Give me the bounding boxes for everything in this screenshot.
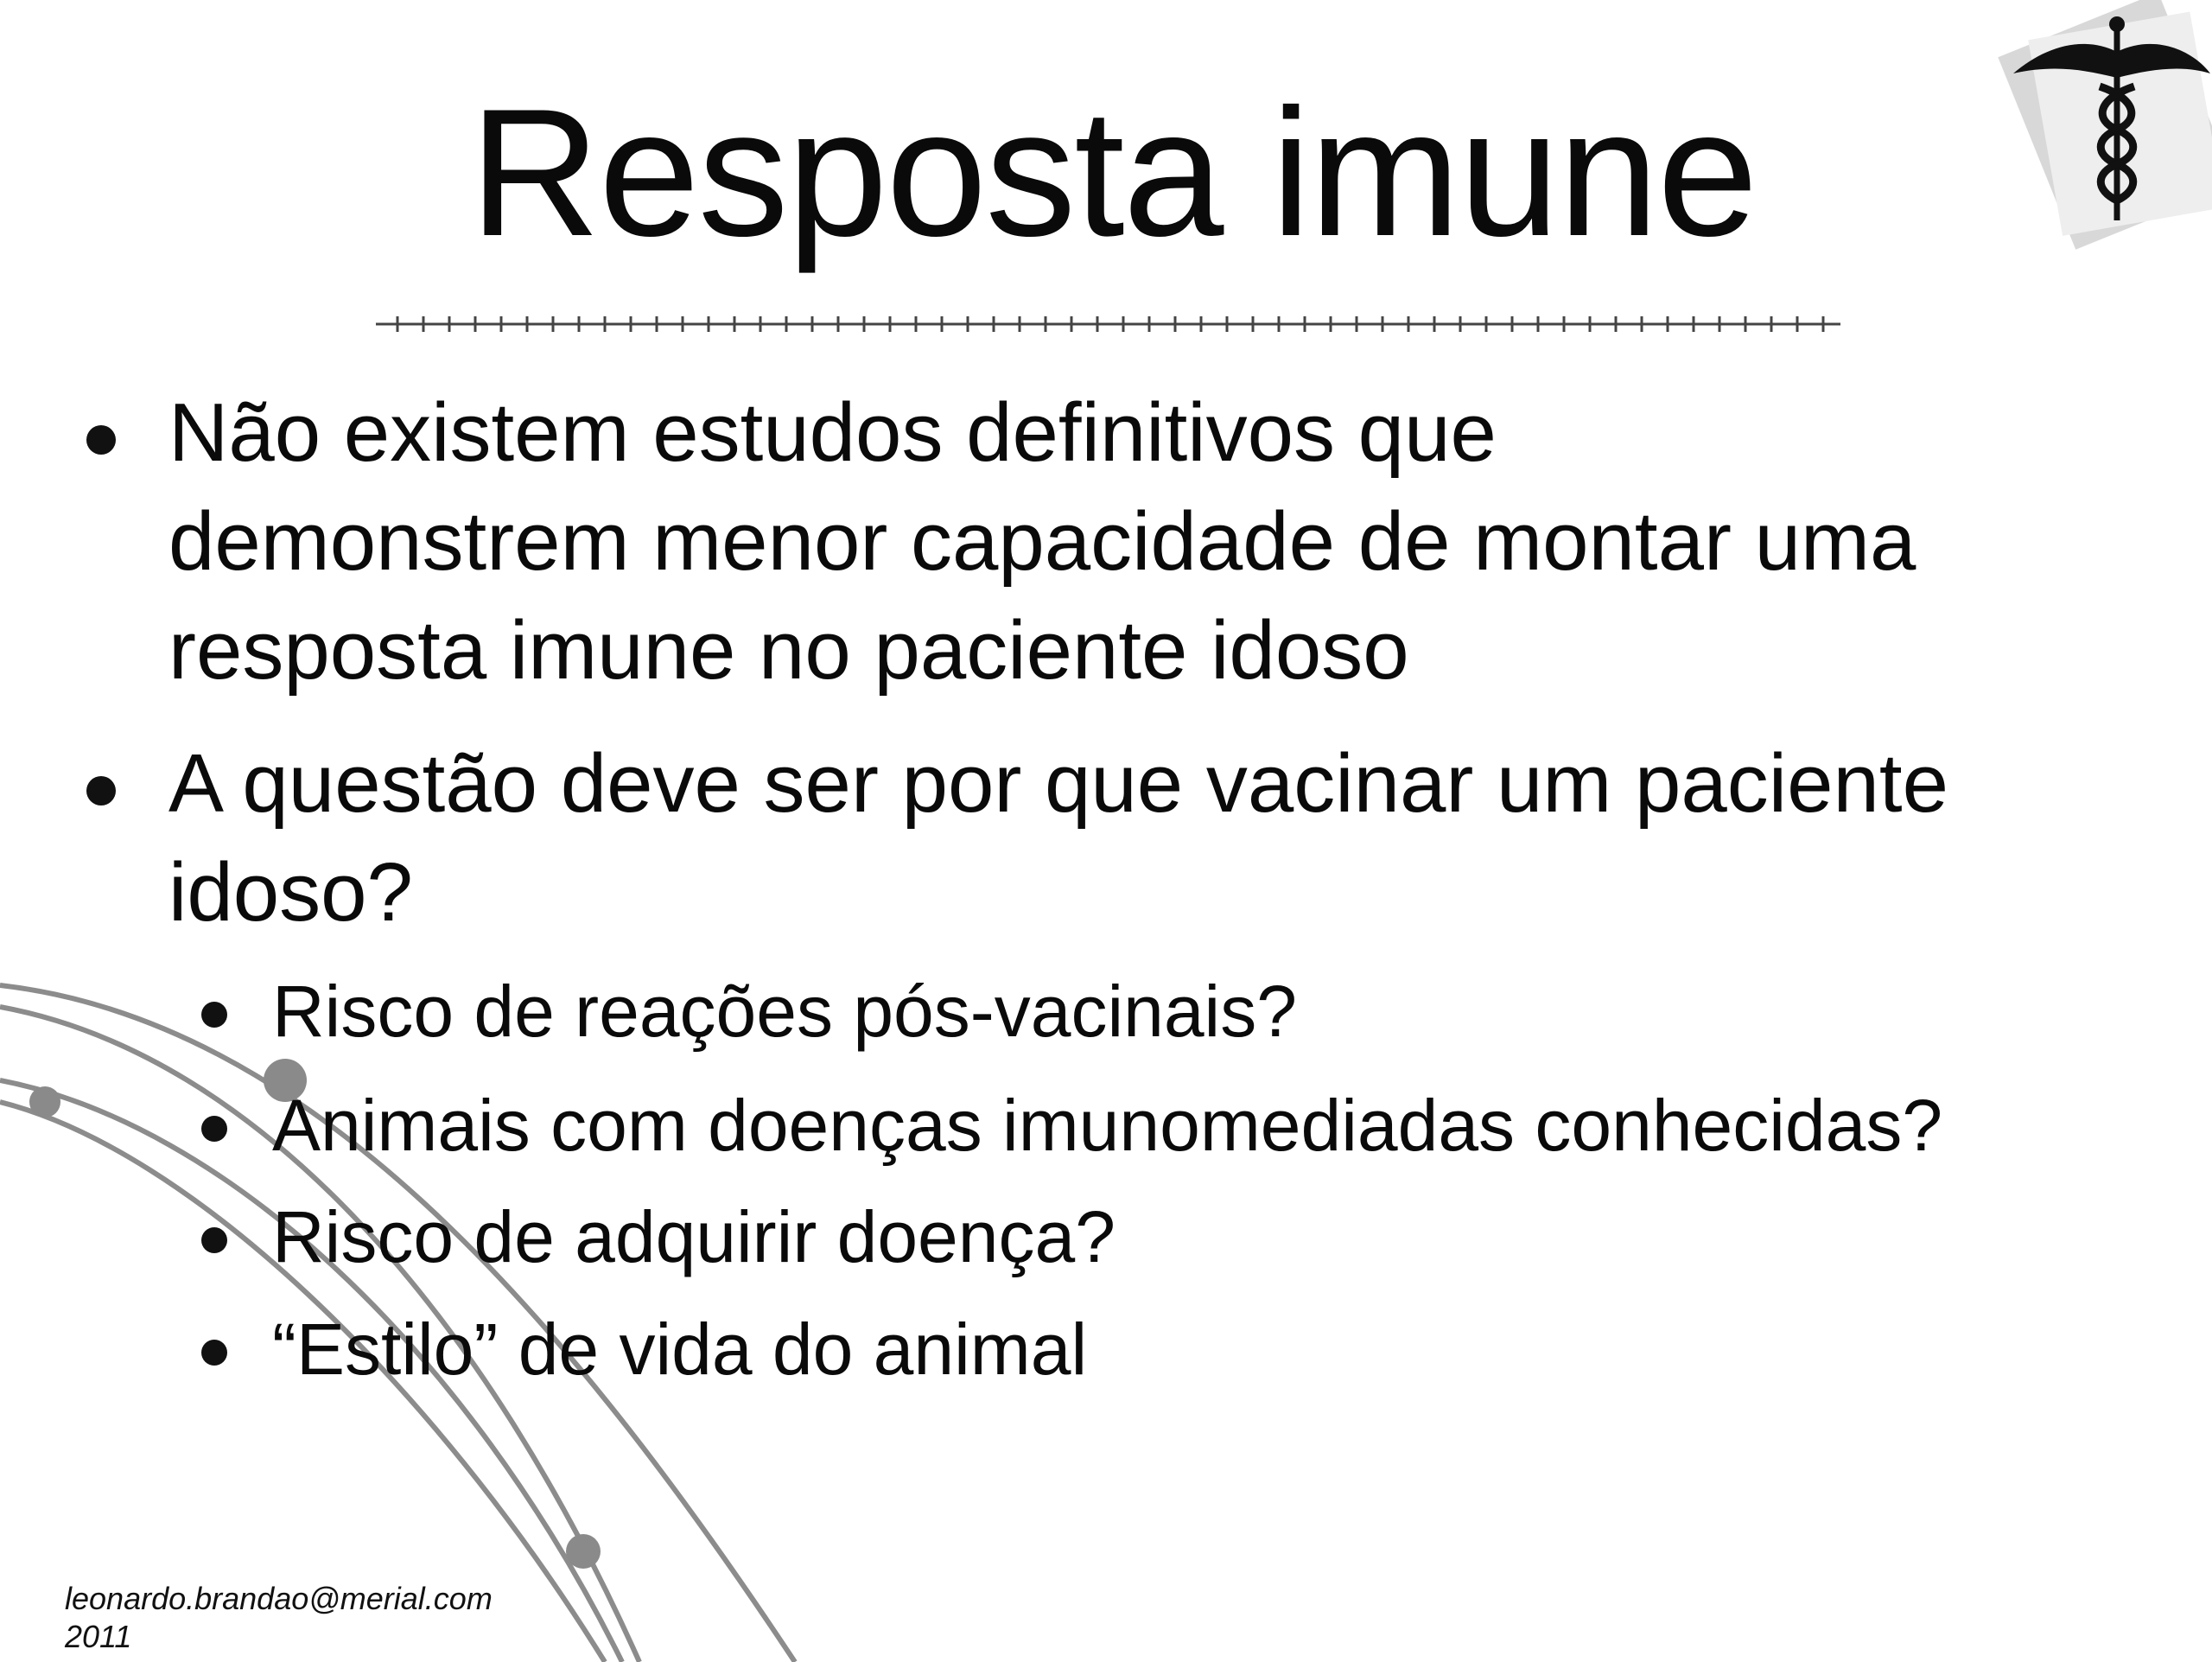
bullet-item <box>168 379 2156 705</box>
sub-bullet-item: Risco de adquirir doença? <box>272 1189 2173 1284</box>
bullet-line: demonstrem menor capacidade de montar uma <box>168 495 1916 588</box>
bullet-item <box>168 729 2156 947</box>
bullet-dot-icon <box>86 425 116 455</box>
sub-bullet-item: Animais com doenças imunomediadas conhecidas? <box>272 1078 2173 1173</box>
footer-email: leonardo.brandao@merial.com <box>65 1581 493 1616</box>
sub-bullet-dot-icon <box>201 1340 227 1366</box>
bullet-line: resposta imune no paciente idoso <box>168 604 1409 697</box>
sub-bullet-item: Risco de reações pós-vacinais? <box>272 964 2173 1059</box>
sub-bullet-dot-icon <box>201 1227 227 1253</box>
bullet-line: idoso? <box>168 846 413 939</box>
bullet-line: A questão deve ser por que vacinar um paciente <box>168 737 1948 830</box>
sub-bullet-item: “Estilo” de vida do animal <box>272 1302 2173 1397</box>
footer <box>65 1580 493 1656</box>
bullet-dot-icon <box>86 776 116 806</box>
bullet-line: Não existem estudos definitivos que <box>168 386 1497 479</box>
sub-bullet-dot-icon <box>201 1116 227 1142</box>
footer-year: 2011 <box>65 1619 132 1654</box>
slide-title: Resposta imune <box>469 71 1757 274</box>
sub-bullet-dot-icon <box>201 1002 227 1028</box>
